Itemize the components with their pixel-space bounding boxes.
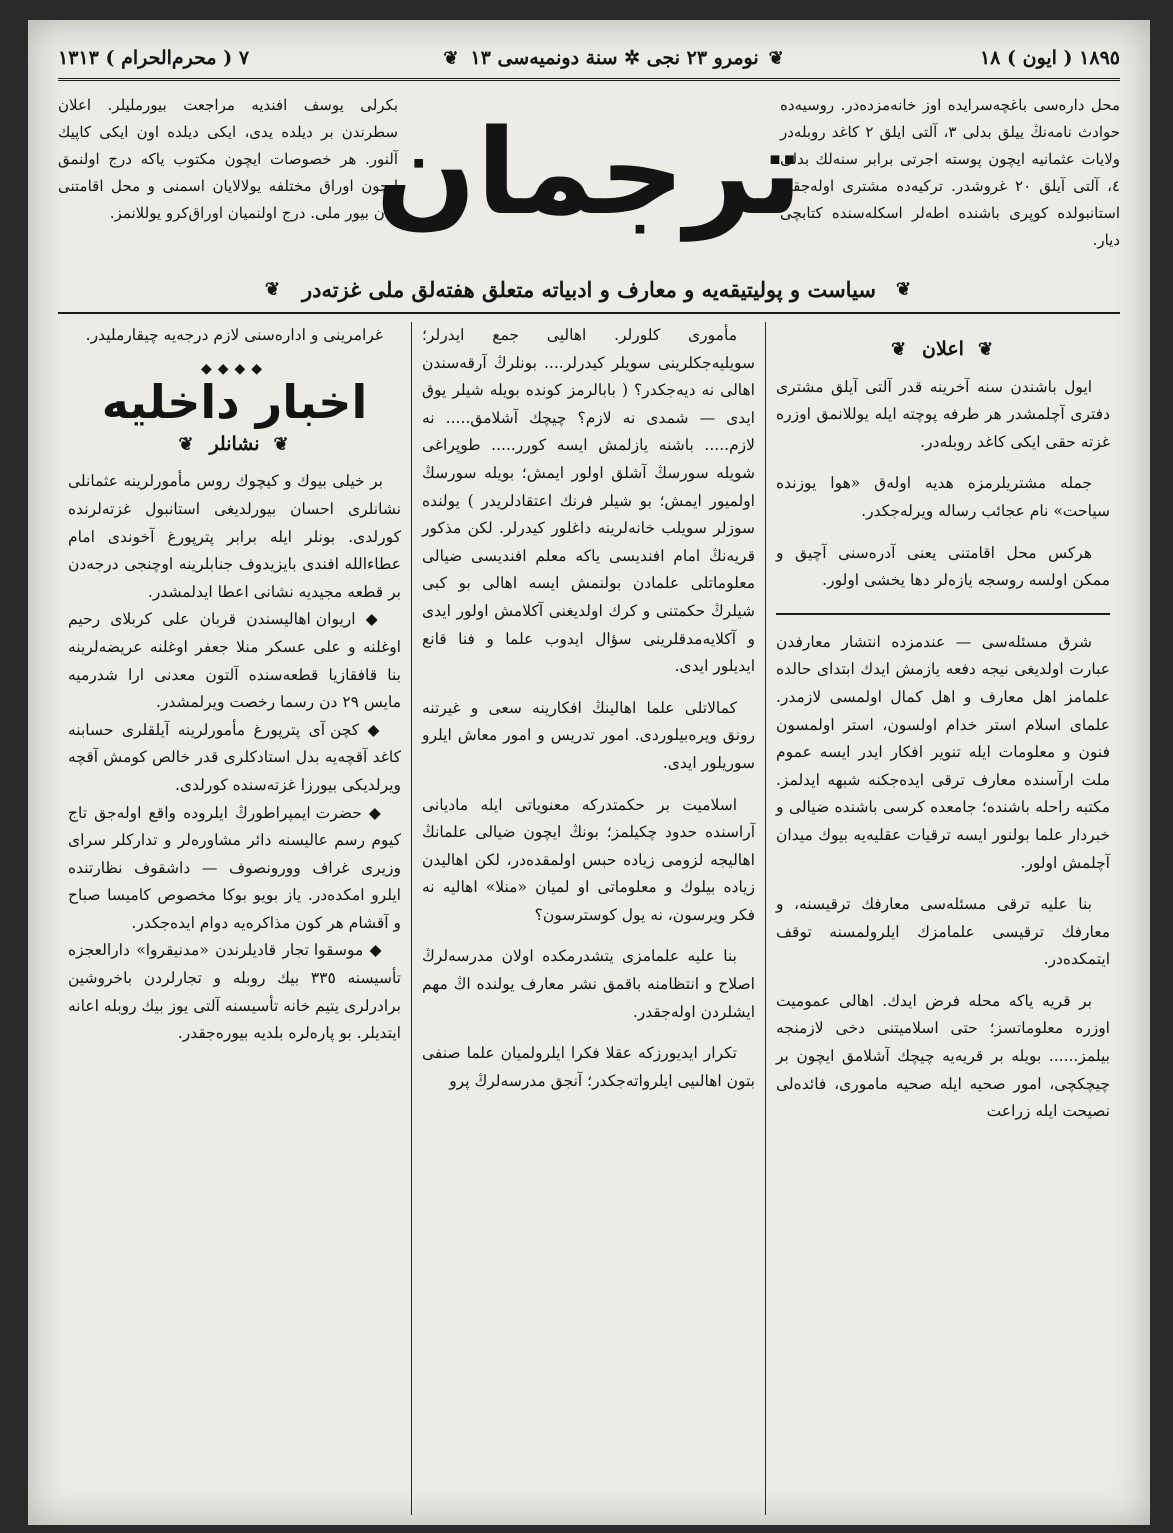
paragraph: كمالاتلى علما اهالينڭ افكارينه سعى و غيرتنه رونق ويره‌بيلوردى. امور تدريس و امور معاش ايلرو سوريلور ايدى. bbox=[422, 698, 755, 772]
paragraph: غرامرينى و اداره‌سنى لازم درجه‌يه چيقارمليدر. bbox=[85, 326, 383, 344]
article-columns bbox=[58, 322, 1120, 1515]
subsection-title: نشانلر bbox=[209, 432, 260, 455]
paragraph: بر خيلى بيوك و كيچوك روس مأمورلرينه عثمانلى نشانلرى احسان بيورلديغى استانبول غزته‌لرنده كورلدى. بونلر ايله برابر پترپورغ آخوندى امام عطاءالله افندى بايزيدوف جنابلرينه اوچنجى درجه‌دن بر قطعه مجيديه نشانى اعطا ايدلمشدر. bbox=[68, 472, 401, 601]
paragraph: شرق مسئله‌سى — عندمزده انتشار معارفدن عبارت اولديغى نيجه دفعه يازمش ايدك ابتداى حالده علمامز اهل معارف و اهل كمال اولمسى لازمدر. علماى اسلام استر خدام اولسون، استر اولمسون فنون و معلومات ايله تنوير افكار ايدر ايسه عموم ملت ارآسنده معارف ترقى ايده‌جكنه شبهه ايدلمز. مكتبه راحله باشنده؛ جامعده كرسى باشنده ضيالى و خبردار علما بولنور ايسه ترقيات عقليه‌يه بيوك ميدان آچلمش اولور. bbox=[776, 632, 1110, 872]
newspaper-page bbox=[28, 20, 1150, 1525]
column-right bbox=[766, 322, 1120, 1515]
subtitle-text: سياست و پوليتيقه‌يه و معارف و ادبياته متعلق هفته‌لق ملى غزته‌در bbox=[302, 276, 876, 302]
subscription-info: محل دارەسى باغچه‌سرايده اوز خانه‌مزده‌در. روسيه‌ده حوادث نامه‌نڭ ييلق بدلى ٣، آلتى ايلق ٢ كاغد روبله‌در ولايات عثمانيه ايچون پوسته اجرتى برابر سنه‌لك بدلى ٤، آلتى آيلق ٢٠ غروشدر. تركيه‌ده مشترى اوله‌جقلر استانبولده كوپرى باشنده اطه‌لر اسكله‌سنده كتابچى ديار. bbox=[780, 96, 1121, 249]
section-heading: اخبار داخليه bbox=[101, 375, 368, 430]
dateline-issue bbox=[443, 47, 785, 69]
ornament-icon: ❦ bbox=[273, 433, 291, 455]
ornament-icon: ❦ bbox=[264, 278, 283, 300]
paragraph: بر قريه ياكه محله فرض ايدك. اهالى عموميت اوزره معلوماتسز؛ حتى اسلاميتنى دخى لازمنجه بيلمز...... بويله بر قريه‌يه چيچك آشلامق ايچون بر چيچكچى، امور صحيه ايله صحيه مامورى، فائده‌لى نصيحت ايله زراعت bbox=[776, 991, 1110, 1121]
dateline-gregorian: ١٨٩٥ ( ايون ) ١٨ bbox=[979, 47, 1120, 69]
announcement-title: اعلان bbox=[922, 338, 964, 360]
news-item: ◆ موسقوا تجار قاديلرندن «مدنيقروا» دارالعجزه تأسيسنه ٣٣٥ بيك روبله و تجارلردن باخروشين برادرلرى يتيم خانه تأسيسنه آلتى يوز بيك روبله اعانه ايتديلر. بو پاره‌لره بلديه بيوره‌جقدر. bbox=[68, 937, 401, 1047]
paragraph: بنا عليه علمامزى يتشدرمكده اولان مدرسه‌لرڭ اصلاح و انتظامنه باقمق نشر معارف يولنده اڭ مهم ايشلردن اوله‌جقدر. bbox=[422, 947, 755, 1021]
masthead bbox=[58, 82, 1120, 314]
newspaper-title: ترجمان bbox=[375, 103, 803, 241]
subsection-heading bbox=[68, 431, 401, 459]
paragraph: جمله مشتريلرمزه هديه اولەق «هوا يوزنده سياحت» نام عجائب رساله ويرله‌جكدر. bbox=[776, 474, 1110, 520]
paragraph: هركس محل اقامتنى يعنى آدره‌سنى آچيق و ممكن اولسه روسجه يازه‌لر دها يخشى اولور. bbox=[776, 543, 1110, 590]
news-item: ◆ اريوان اهاليسندن قربان على كربلاى رحيم اوغلنه و على عسكر منلا جعفر اوغلنه عريضه‌لرينه بنا قافقازيا قطعه‌سنده آلتون معدنى ارا شدرميه مايس ٢٩ دن رسما رخصت ويرلمشدر. bbox=[68, 606, 401, 716]
paragraph: تكرار ايديورزكه عقلا فكرا ايلرولميان علما صنفى بتون اهالىيى ايلرواته‌جكدر؛ آنجق مدرسه‌لرڭ پرو bbox=[422, 1044, 755, 1090]
masthead-subtitle bbox=[58, 272, 1120, 306]
announcement-heading bbox=[776, 336, 1110, 364]
paragraph: بنا عليه ترقى مسئله‌سى معارفك ترقيسنه، و معارفك ترقيسى علمامزك ايلرولمسنه توقف ايتمكده‌در. bbox=[776, 895, 1110, 969]
issue-number: نومرو ٢٣ نجى ✲ سنة دونميه‌سى ١٣ bbox=[470, 47, 759, 69]
divider bbox=[776, 613, 1110, 615]
column-left bbox=[58, 322, 412, 1515]
paragraph: مأمورى كلورلر. اهاليى جمع ايدرلر؛ سويليه‌جكلرينى سويلر كيدرلر.... بونلرڭ آرقه‌سندن اهالى نه ديه‌جكدر؟ ( بابالرمز كونده بويله شيلر يوق ايدى — شمدى نه لازم؟ چيچك آشلامق..... نه لازم..... باشنه يازلمش ايسه كورر..... طوپراغى شويله سورسڭ آشلق اولور ايمش؛ بويله سورسڭ اولميور ايمش؛ بو شيلر فرنك اعتقادلريدر ) يولنده سوزلر سويلب خانه‌لرينه داغلور كيدرلر. لكن مذكور قريه‌نڭ امام افنديسى ياكه معلم افنديسى ضيالى معلوماتلى علمادن بولنمش ايسه اهالى بو كبى شيلرڭ حكمتنى و كرك اولديغنى آكلامش اولور ايدى و آكلايه‌مدقلرينى سؤال ايدوب علما و فنا قانع ايديلور ايدى. bbox=[422, 326, 755, 676]
ornament-icon: ❦ bbox=[977, 339, 996, 360]
news-item: ◆ كچن آى پترپورغ مأمورلرينه آيلقلرى حسابنه كاغد آقچه‌يه بدل استادكلرى قدر خالص كومش آقچه ويرلديكى بيورزا غزته‌سنده كورلدى. bbox=[68, 717, 401, 800]
dateline bbox=[58, 38, 1120, 81]
paragraph: ايول باشندن سنه آخرينه قدر آلتى آيلق مشترى دفترى آچلمشدر هر طرفه پوچته ايله يوللانمق اوزره غزته حقى ايكى كاغد روبله‌در. bbox=[776, 377, 1110, 451]
news-item: ◆ حضرت ايمپراطورڭ ايلروده واقع اوله‌جق تاج كيوم رسم عاليسنه دائر مشاوره‌لر و تداركلر سراى وزيرى غراف وورونصوف — داشقوف نظارتنده ايلرو امكده‌در. ياز بويو بوكا مخصوص كاميسا صباح و آقشام هر كون مذاكره‌يه دوام ايده‌جكدر. bbox=[68, 800, 401, 938]
advertising-info: بكرلى يوسف افنديه مراجعت بيورمليلر. اعلان سطرندن بر ديلده يدى، ايكى ديلده اون ايكى كاپيك آلنور. هر خصوصات ايچون مكتوب ياكه درج اولنمق ايچون اوراق مختلفه يولالايان اسمنى و محل اقامتنى بيان بيور ملى. درج اولنميان اوراق‌كرو يوللانمز. bbox=[58, 96, 398, 222]
column-middle bbox=[412, 322, 766, 1515]
paragraph: اسلاميت بر حكمتدركه معنوياتى ايله ماديانى آراسنده حدود چكيلمز؛ بونڭ ايچون ضيالى علمانڭ اهاليجه لزومى زياده حبس اولمقده‌در، لكن اهاليدن زياده بيلوك و معلوماتى او لميان «منلا» اهاليه نه فكر ويرسون، نه يول كوسترسون؟ bbox=[422, 795, 755, 924]
separator-dots: ◆◆◆◆ bbox=[200, 360, 269, 377]
dateline-hijri: ٧ ( محرم‌الحرام ) ١٣١٣ bbox=[58, 47, 250, 69]
ornament-icon: ❦ bbox=[178, 433, 196, 455]
ornament-icon: ❦ bbox=[443, 47, 461, 69]
ornament-icon: ❦ bbox=[896, 278, 914, 300]
ornament-icon: ❦ bbox=[890, 339, 909, 360]
ornament-icon: ❦ bbox=[768, 47, 786, 69]
